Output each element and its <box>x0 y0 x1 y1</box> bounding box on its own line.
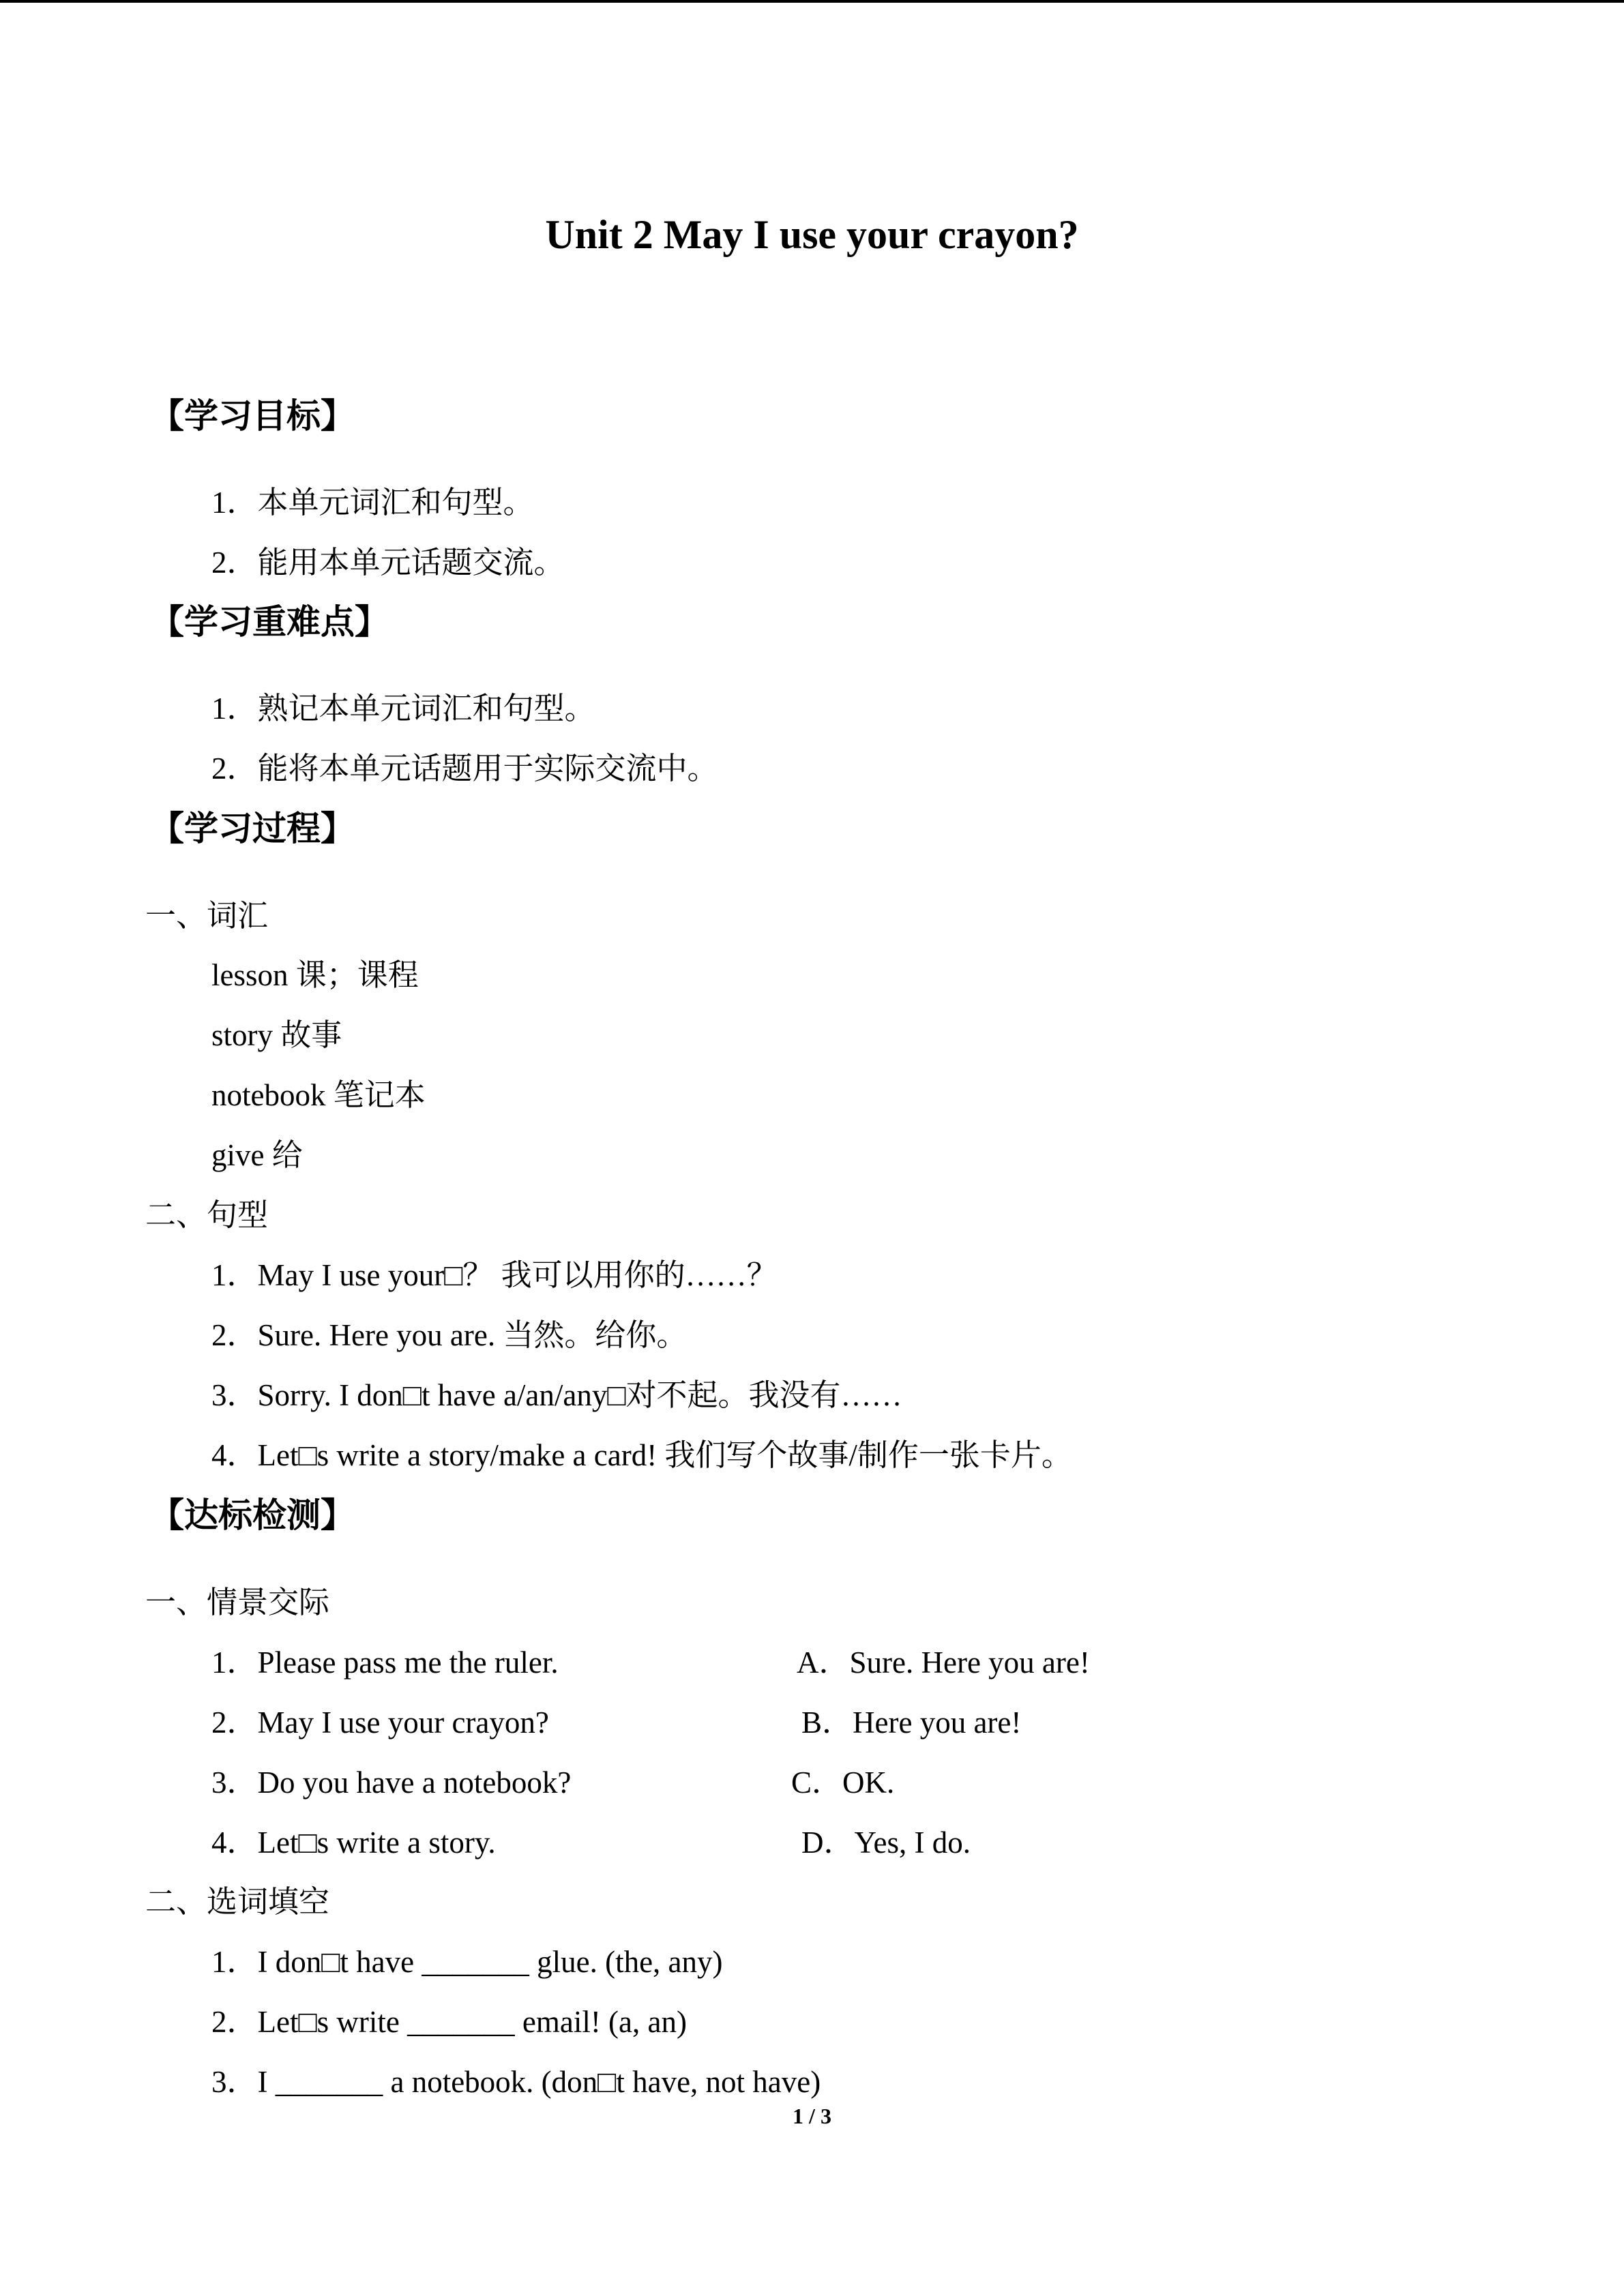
sentence-item: 1．May I use your□？ 我可以用你的……？ <box>211 1258 778 1292</box>
key-point-item: 2．能将本单元话题用于实际交流中。 <box>211 751 718 786</box>
matching-option: B．Here you are! <box>801 1705 1022 1740</box>
key-point-item: 1．熟记本单元词汇和句型。 <box>211 691 595 726</box>
page-number: 1 / 3 <box>793 2104 831 2128</box>
vocab-item: notebook 笔记本 <box>211 1078 426 1112</box>
sentence-item: 3．Sorry. I don□t have a/an/any□对不起。我没有…… <box>211 1378 902 1412</box>
matching-question: 1．Please pass me the ruler. <box>211 1645 559 1680</box>
assessment-heading: 【达标检测】 <box>150 1495 355 1535</box>
key-points-heading: 【学习重难点】 <box>150 602 389 642</box>
sentences-label: 二、句型 <box>145 1198 269 1232</box>
fill-blank-item: 2．Let□s write _______ email! (a, an) <box>211 2005 687 2039</box>
process-heading: 【学习过程】 <box>150 809 355 848</box>
fill-blank-item: 1．I don□t have _______ glue. (the, any) <box>211 1945 723 1979</box>
sentence-item: 4．Let□s write a story/make a card! 我们写个故事/制作一张卡片。 <box>211 1438 1072 1472</box>
objective-item: 1．本单元词汇和句型。 <box>211 486 534 520</box>
matching-label: 一、情景交际 <box>145 1585 330 1620</box>
vocab-item: give 给 <box>211 1138 303 1172</box>
vocab-label: 一、词汇 <box>145 899 269 933</box>
objectives-heading: 【学习目标】 <box>150 396 355 436</box>
matching-option: A．Sure. Here you are! <box>797 1645 1090 1680</box>
sentence-item: 2．Sure. Here you are. 当然。给你。 <box>211 1318 688 1352</box>
matching-option: D．Yes, I do. <box>801 1825 971 1860</box>
top-border-line <box>0 0 1624 3</box>
matching-question: 2．May I use your crayon? <box>211 1705 549 1740</box>
document-title: Unit 2 May I use your crayon? <box>545 212 1079 257</box>
objective-item: 2．能用本单元话题交流。 <box>211 546 565 580</box>
fill-blank-label: 二、选词填空 <box>145 1885 330 1919</box>
vocab-item: story 故事 <box>211 1018 342 1052</box>
matching-question: 4．Let□s write a story. <box>211 1825 496 1860</box>
matching-option: C．OK. <box>791 1765 895 1800</box>
vocab-item: lesson 课；课程 <box>211 958 419 992</box>
fill-blank-item: 3．I _______ a notebook. (don□t have, not have) <box>211 2065 821 2099</box>
matching-question: 3．Do you have a notebook? <box>211 1765 572 1800</box>
